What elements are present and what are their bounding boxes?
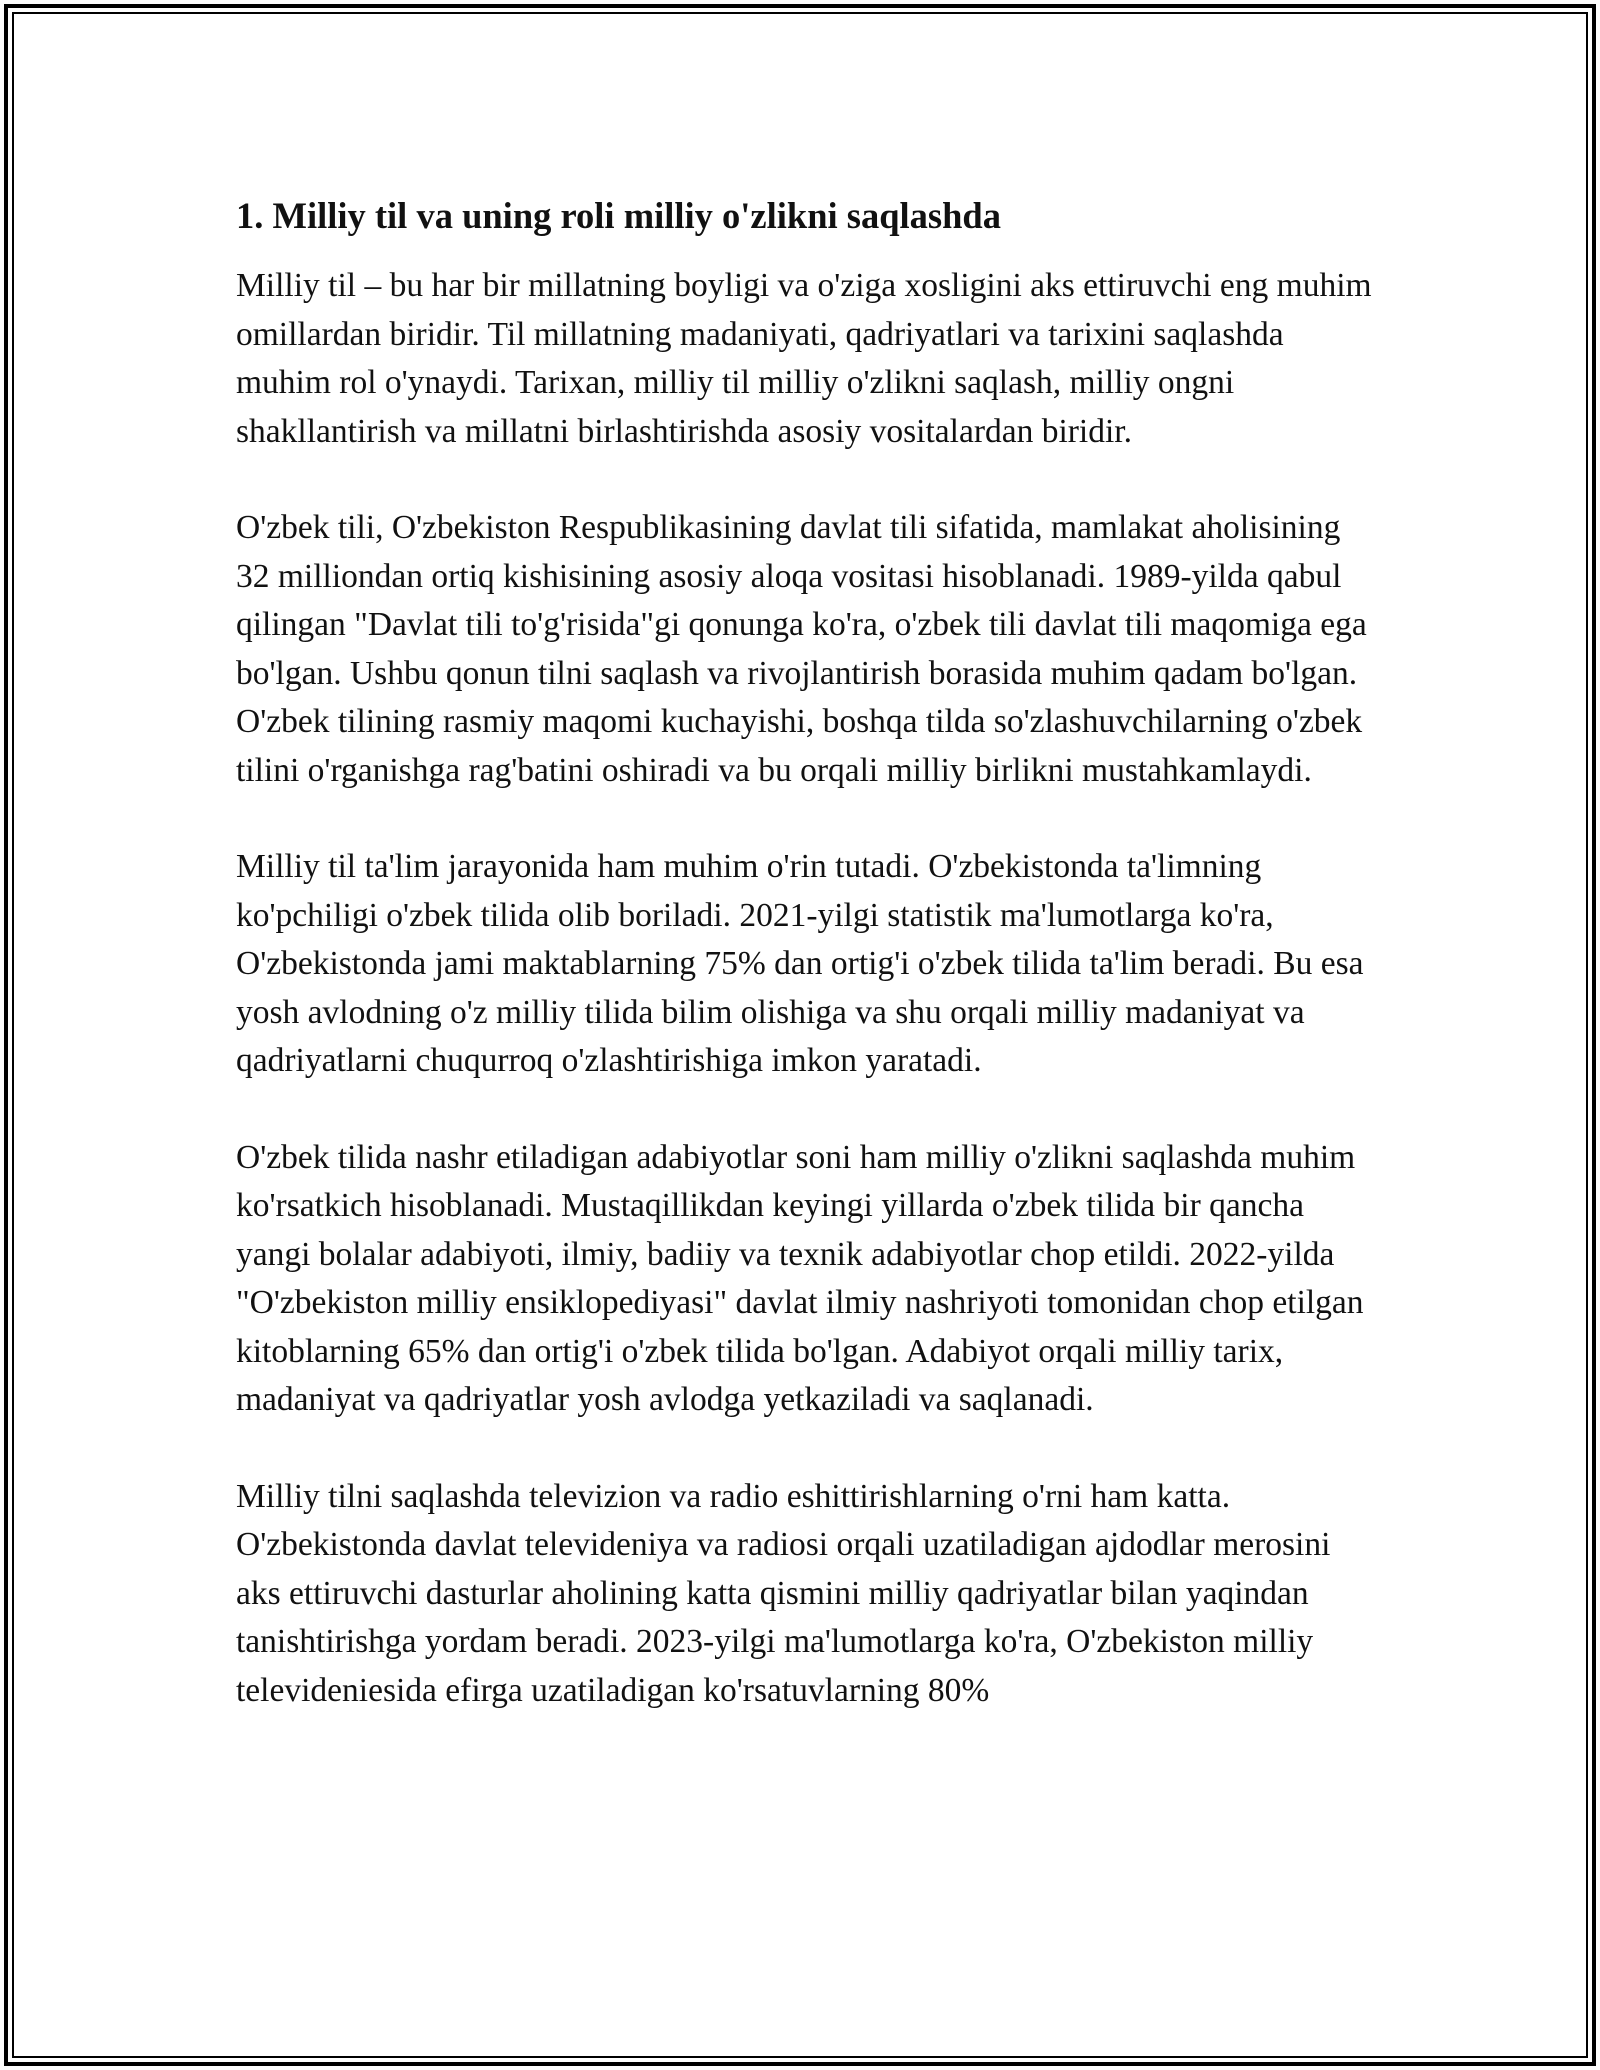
paragraph-3: Milliy til ta'lim jarayonida ham muhim o'rin tutadi. O'zbekistonda ta'limning ko'pchiligi o'zbek tilida olib boriladi. 2021-yilgi statistik ma'lumotlarga ko'ra, O'zbekistonda jami maktablarning 75% dan ortig'i o'zbek tilida ta'lim beradi. Bu esa yosh avlodning o'z milliy tilida bilim olishiga va shu orqali milliy madaniyat va qadriyatlarni chuqurroq o'zlashtirishiga imkon yaratadi. (236, 848, 1364, 1079)
document-body (236, 188, 1376, 1715)
paragraph-4: O'zbek tilida nashr etiladigan adabiyotlar soni ham milliy o'zlikni saqlashda muhim ko'rsatkich hisoblanadi. Mustaqillikdan keyingi yillarda o'zbek tilida bir qancha yangi bolalar adabiyoti, ilmiy, badiiy va texnik adabiyotlar chop etildi. 2022-yilda "O'zbekiston milliy ensiklopediyasi" davlat ilmiy nashriyoti tomonidan chop etilgan kitoblarning 65% dan ortig'i o'zbek tilida bo'lgan. Adabiyot orqali milliy tarix, madaniyat va qadriyatlar yosh avlodga yetkaziladi va saqlanadi. (236, 1138, 1364, 1418)
section-heading: 1. Milliy til va uning roli milliy o'zlikni saqlashda (236, 195, 1001, 236)
paragraph-5: Milliy tilni saqlashda televizion va radio eshittirishlarning o'rni ham katta. O'zbekistonda davlat televideniya va radiosi orqali uzatiladigan ajdodlar merosini aks ettiruvchi dasturlar aholining katta qismini milliy qadriyatlar bilan yaqindan tanishtirishga yordam beradi. 2023-yilgi ma'lumotlarga ko'ra, O'zbekiston milliy televideniesida efirga uzatiladigan ko'rsatuvlarning 80% (236, 1477, 1331, 1709)
paragraph-2: O'zbek tili, O'zbekiston Respublikasining davlat tili sifatida, mamlakat aholisining 32 milliondan ortiq kishisining asosiy aloqa vositasi hisoblanadi. 1989-yilda qabul qilingan "Davlat tili to'g'risida"gi qonunga ko'ra, o'zbek tili davlat tili maqomiga ega bo'lgan. Ushbu qonun tilni saqlash va rivojlantirish borasida muhim qadam bo'lgan. O'zbek tilining rasmiy maqomi kuchayishi, boshqa tilda so'zlashuvchilarning o'zbek tilini o'rganishga rag'batini oshiradi va bu orqali milliy birlikni mustahkamlaydi. (236, 509, 1367, 789)
paragraph-1: Milliy til – bu har bir millatning boyligi va o'ziga xosligini aks ettiruvchi eng muhim omillardan biridir. Til millatning madaniyati, qadriyatlari va tarixini saqlashda muhim rol o'ynaydi. Tarixan, milliy til milliy o'zlikni saqlash, milliy ongni shakllantirish va millatni birlashtirishda asosiy vositalardan biridir. (236, 267, 1372, 450)
